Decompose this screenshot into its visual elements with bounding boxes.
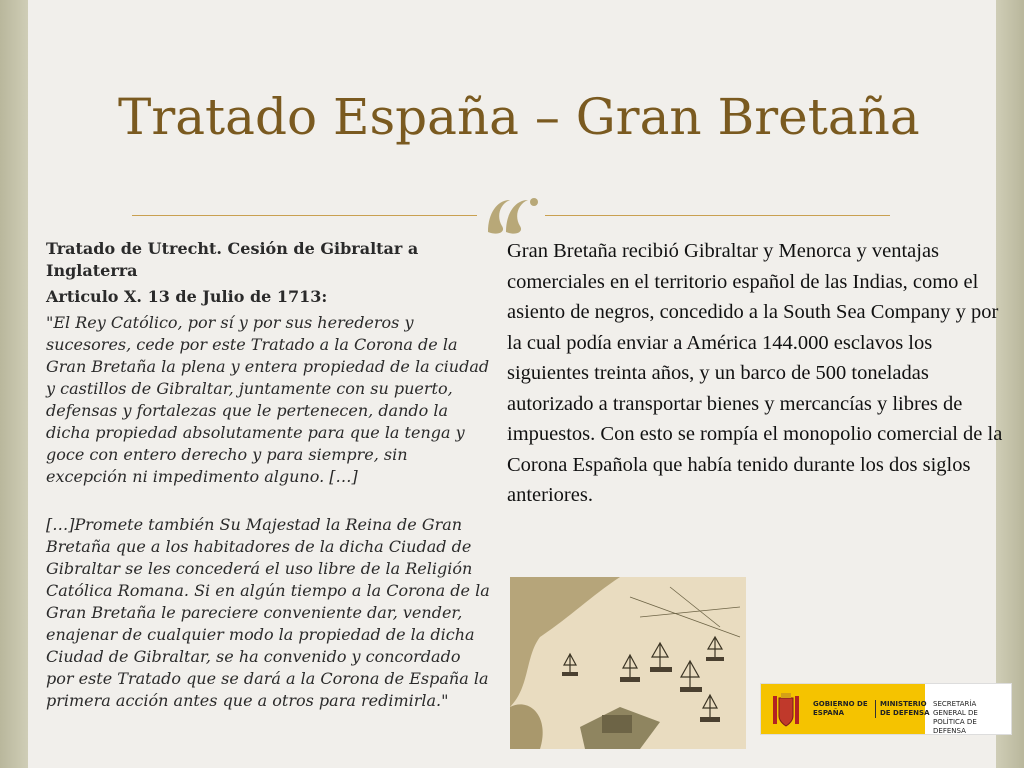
slide-title: Tratado España – Gran Bretaña [118,88,920,146]
treaty-text [46,238,491,716]
summary-paragraph: Gran Bretaña recibió Gibraltar y Menorca y ventajas comerciales en el territorio español de las Indias, como el asiento de negros, concedido a la South Sea Company y por la cual podía enviar a América 144.000 esclavos los siguientes treinta años, y un barco de 500 toneladas autorizado a transportar bienes y mercancías y libres de impuestos. Con esto se rompía el monopolio comercial de la Corona Española que había tenido durante los dos siglos anteriores. [507,240,1003,506]
government-logos [760,683,1012,735]
spanish-crest-icon [769,690,803,728]
logo-ministerio-text: MINISTERIO DE DEFENSA [875,700,930,718]
historical-map-image [510,577,746,749]
treaty-heading: Tratado de Utrecht. Cesión de Gibraltar a Inglaterra [46,239,419,280]
title-rule-left [132,215,477,216]
left-decor-stripe [0,0,28,768]
title-rule-right [545,215,890,216]
logo-secretaria-text: SECRETARÍA GENERAL DE POLÍTICA DE DEFENSA [933,700,978,735]
treaty-quote-2: […]Promete también Su Majestad la Reina de Gran Bretaña que a los habitadores de la dicha Ciudad de Gibraltar se les concederá el uso libre de la Religión Católica Romana. Si en algún tiempo a la Corona de la Gran Bretaña le pareciere conveniente dar, vender, enajenar de cualquier modo la propiedad de la dicha Ciudad de Gibraltar, se ha convenido y concordado por este Tratado que se dará a la Corona de España la primera acción antes que a otros para redimirla." [46,515,490,710]
ornament-icon [478,192,542,236]
logo-yellow-panel [761,684,930,734]
logo-gobierno-text: GOBIERNO DE ESPAÑA [813,700,868,717]
treaty-quote-1: "El Rey Católico, por sí y por sus herederos y sucesores, cede por este Tratado a la Corona de la Gran Bretaña la plena y entera propiedad de la ciudad y castillos de Gibraltar, juntamente con su puerto, defensas y fortalezas que le pertenecen, dando la dicha propiedad absolutamente para que la tenga y goce con entero derecho y para siempre, sin excepción ni impedimento alguno. […] [46,313,490,486]
treaty-article: Articulo X. 13 de Julio de 1713: [46,287,328,306]
